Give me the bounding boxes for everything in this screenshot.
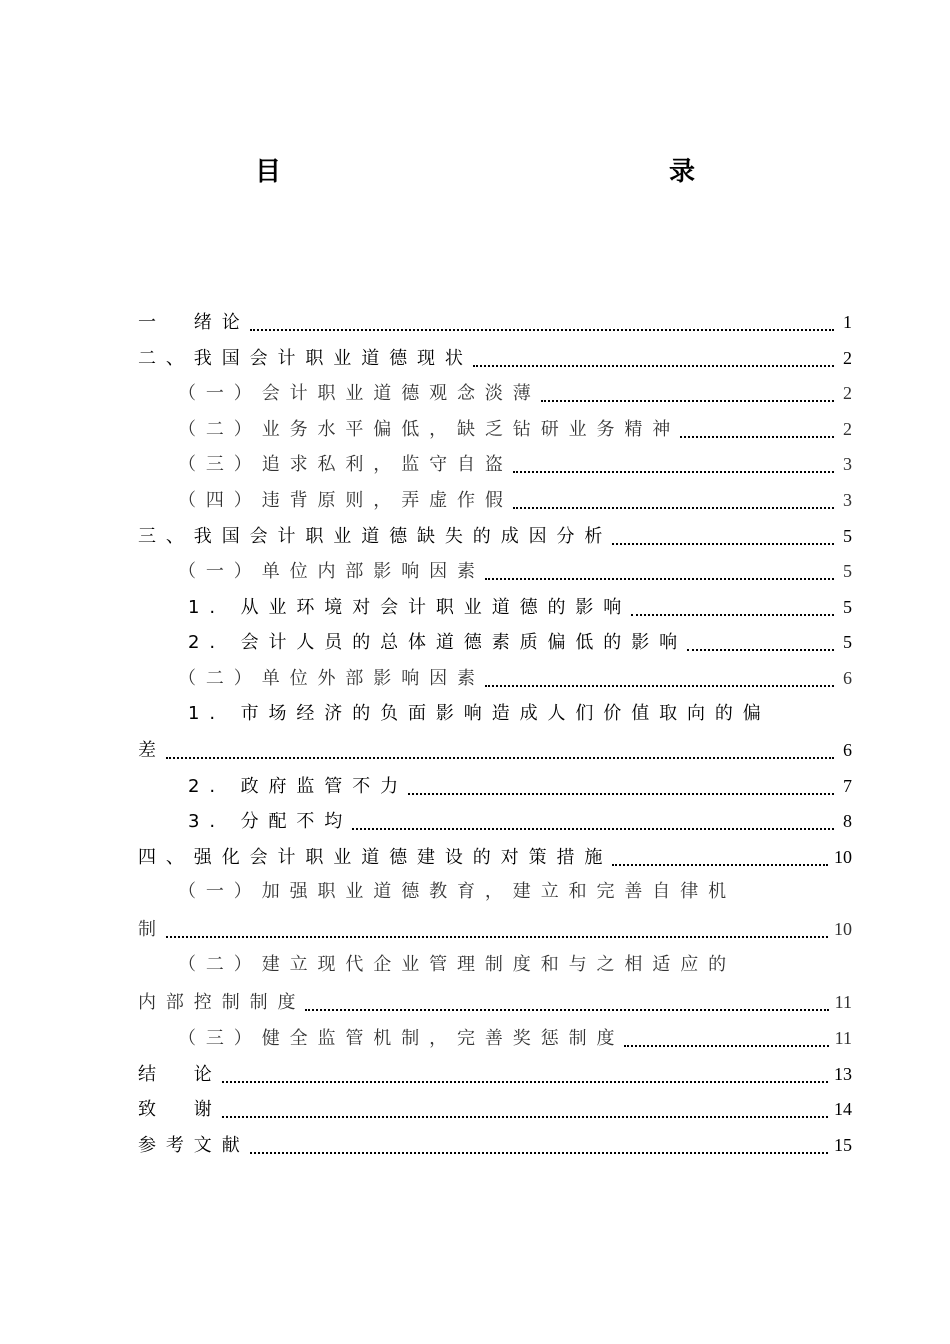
toc-entry-references[interactable] (138, 1127, 852, 1163)
toc-entry-page: 2 (843, 419, 852, 439)
toc-entry-page: 10 (834, 847, 852, 867)
toc-entry-label: （二）单位外部影响因素 (178, 668, 485, 689)
dot-leader (473, 365, 834, 367)
toc-entry-label: （三）健全监管机制，完善奖惩制度 (178, 1028, 625, 1049)
toc-entry-3-2-1-line2[interactable] (138, 732, 852, 768)
dot-leader (631, 614, 834, 616)
toc-entry-label: 参考文献 (138, 1135, 250, 1156)
toc-entry-4-1-line1[interactable] (178, 874, 736, 910)
toc-entry-page: 11 (834, 992, 852, 1012)
dot-leader (408, 793, 834, 795)
toc-entry-page: 5 (843, 632, 852, 652)
dot-leader (612, 543, 834, 545)
toc-entry-chapter-3[interactable] (138, 518, 852, 554)
toc-entry-label: 三、我国会计职业道德缺失的成因分析 (138, 526, 613, 547)
toc-entry-page: 8 (843, 811, 852, 831)
toc-entry-conclusion[interactable] (138, 1056, 852, 1092)
toc-entry-label: （二）建立现代企业管理制度和与之相适应的 (178, 954, 736, 975)
toc-entry-label: （三）追求私利，监守自盗 (178, 454, 513, 475)
toc-entry-4-2-line2[interactable] (138, 984, 852, 1020)
toc-entry-label: 制 (138, 919, 166, 940)
toc-entry-page: 6 (843, 668, 852, 688)
toc-entry-label: （一）会计职业道德观念淡薄 (178, 383, 541, 404)
toc-entry-introduction[interactable] (138, 304, 852, 340)
toc-entry-4-3[interactable] (178, 1020, 852, 1056)
toc-entry-acknowledgements[interactable] (138, 1091, 852, 1127)
toc-entry-label: 2. 政府监管不力 (188, 776, 408, 797)
dot-leader (166, 757, 834, 759)
toc-entry-label: 2. 会计人员的总体道德素质偏低的影响 (188, 632, 687, 653)
toc-entry-label: （一）加强职业道德教育，建立和完善自律机 (178, 881, 736, 902)
dot-leader (485, 685, 834, 687)
toc-entry-3-2-3[interactable] (188, 803, 852, 839)
toc-entry-page: 6 (843, 740, 852, 760)
toc-entry-page: 3 (843, 490, 852, 510)
toc-entry-label: 致 谢 (138, 1099, 222, 1120)
page-title (0, 152, 950, 192)
toc-entry-label: 1. 市场经济的负面影响造成人们价值取向的偏 (188, 703, 771, 724)
toc-entry-3-2-2[interactable] (188, 768, 852, 804)
toc-entry-page: 2 (843, 383, 852, 403)
toc-entry-label: 内部控制制度 (138, 992, 306, 1013)
dot-leader (541, 400, 834, 402)
toc-entry-page: 10 (834, 919, 852, 939)
toc-entry-label: （四）违背原则，弄虚作假 (178, 490, 513, 511)
toc-entry-page: 2 (843, 348, 852, 368)
toc-entry-3-1-2[interactable] (188, 624, 852, 660)
toc-entry-3-2[interactable] (178, 660, 852, 696)
dot-leader (680, 436, 834, 438)
dot-leader (250, 1152, 828, 1154)
toc-entry-chapter-2[interactable] (138, 340, 852, 376)
toc-entry-label: （二）业务水平偏低，缺乏钻研业务精神 (178, 419, 681, 440)
toc-entry-page: 14 (834, 1099, 852, 1119)
toc-entry-label: 1. 从业环境对会计职业道德的影响 (188, 597, 632, 618)
toc-entry-label: 一 绪论 (138, 312, 250, 333)
dot-leader (305, 1009, 828, 1011)
toc-entry-4-1-line2[interactable] (138, 911, 852, 947)
toc-entry-page: 1 (843, 312, 852, 332)
toc-entry-2-1[interactable] (178, 375, 852, 411)
dot-leader (687, 649, 834, 651)
page-title-text: 目 录 (254, 157, 807, 187)
toc-entry-label: 差 (138, 740, 166, 761)
dot-leader (166, 936, 828, 938)
dot-leader (612, 864, 828, 866)
toc-entry-3-1-1[interactable] (188, 589, 852, 625)
toc-entry-label: （一）单位内部影响因素 (178, 561, 485, 582)
toc-entry-3-1[interactable] (178, 553, 852, 589)
toc-entry-label: 3. 分配不均 (188, 811, 353, 832)
dot-leader (485, 578, 834, 580)
toc-entry-3-2-1-line1[interactable] (188, 696, 771, 732)
toc-entry-page: 7 (843, 776, 852, 796)
toc-entry-2-3[interactable] (178, 446, 852, 482)
toc-entry-2-2[interactable] (178, 411, 852, 447)
toc-entry-page: 11 (834, 1028, 852, 1048)
toc-entry-chapter-4[interactable] (138, 839, 852, 875)
toc-entry-page: 5 (843, 597, 852, 617)
toc-entry-label: 结 论 (138, 1064, 222, 1085)
dot-leader (513, 471, 834, 473)
dot-leader (513, 507, 834, 509)
dot-leader (222, 1081, 828, 1083)
toc-entry-2-4[interactable] (178, 482, 852, 518)
toc-entry-page: 5 (843, 561, 852, 581)
dot-leader (352, 828, 834, 830)
toc-entry-page: 13 (834, 1064, 852, 1084)
toc-entry-page: 5 (843, 526, 852, 546)
toc-entry-page: 15 (834, 1135, 852, 1155)
toc-entry-4-2-line1[interactable] (178, 947, 736, 983)
toc-entry-page: 3 (843, 454, 852, 474)
dot-leader (250, 329, 834, 331)
dot-leader (222, 1116, 828, 1118)
toc-entry-label: 四、强化会计职业道德建设的对策措施 (138, 847, 613, 868)
dot-leader (624, 1045, 828, 1047)
toc-entry-label: 二、我国会计职业道德现状 (138, 348, 473, 369)
